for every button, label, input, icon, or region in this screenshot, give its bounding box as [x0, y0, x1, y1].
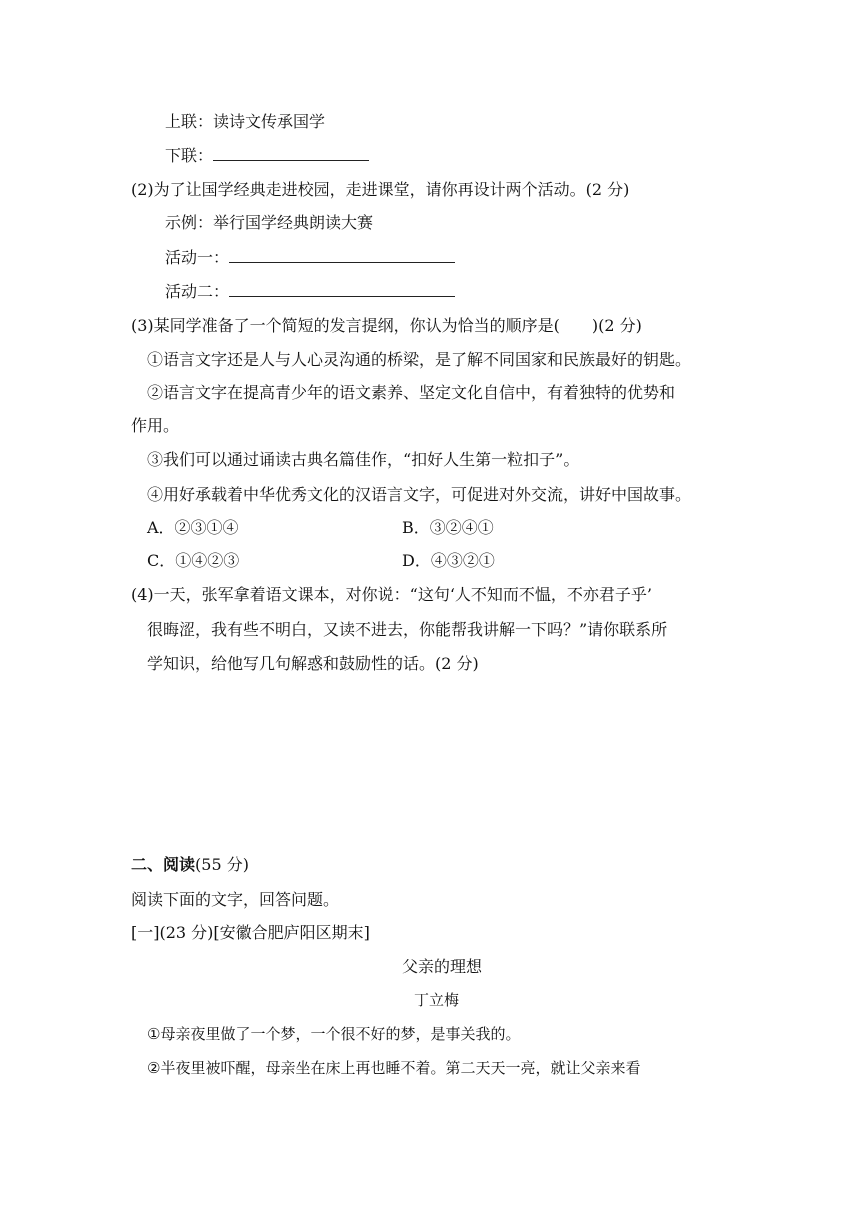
article-author: 丁立梅	[414, 991, 460, 1009]
q4-line: 很晦涩，我有些不明白，又读不进去，你能帮我讲解一下吗？”请你联系所	[147, 620, 668, 639]
q3-option-c[interactable]: C．①④②③	[147, 551, 240, 570]
q3-option-a[interactable]: A．②③①④	[147, 518, 239, 537]
couplet-lower	[165, 146, 369, 166]
article-title: 父亲的理想	[402, 957, 483, 976]
q2-example: 示例：举行国学经典朗读大赛	[165, 213, 374, 232]
section2-instruction: 阅读下面的文字，回答问题。	[131, 890, 340, 909]
q2-activity1	[165, 248, 455, 268]
section2-score: (55 分)	[195, 855, 249, 874]
q3-item: ④用好承载着中华优秀文化的汉语言文字，可促进对外交流，讲好中国故事。	[147, 485, 692, 504]
q3-option-b[interactable]: B．③②④①	[402, 518, 494, 537]
q4-line: (4)一天，张军拿着语文课本，对你说：“这句‘人不知而不愠，不亦君子乎’	[131, 585, 653, 604]
q3-prompt: (3)某同学准备了一个简短的发言提纲，你认为恰当的顺序是( )(2 分)	[131, 316, 642, 335]
q2-activity2	[165, 282, 455, 302]
activity1-blank[interactable]	[229, 248, 455, 263]
q3-item: ②语言文字在提高青少年的语文素养、坚定文化自信中，有着独特的优势和	[147, 383, 676, 402]
section2-heading-text: 二、阅读	[131, 855, 196, 874]
activity2-label: 活动二：	[165, 282, 230, 301]
article-paragraph: ②半夜里被吓醒，母亲坐在床上再也睡不着。第二天天一亮，就让父亲来看	[147, 1059, 641, 1077]
section2-part: [一](23 分)[安徽合肥庐阳区期末]	[131, 923, 370, 942]
couplet-upper: 上联：读诗文传承国学	[165, 112, 326, 131]
article-paragraph: ①母亲夜里做了一个梦，一个很不好的梦，是事关我的。	[147, 1025, 521, 1043]
couplet-lower-blank[interactable]	[213, 146, 369, 161]
q3-option-d[interactable]: D．④③②①	[402, 551, 495, 570]
q4-line: 学知识，给他写几句解惑和鼓励性的话。(2 分)	[147, 654, 479, 673]
section2-heading	[131, 855, 249, 875]
couplet-lower-label: 下联：	[165, 146, 214, 165]
q3-item: 作用。	[131, 416, 180, 435]
activity2-blank[interactable]	[229, 282, 455, 297]
q2-prompt: (2)为了让国学经典走进校园，走进课堂，请你再设计两个活动。(2 分)	[131, 180, 630, 199]
q3-item: ①语言文字还是人与人心灵沟通的桥梁，是了解不同国家和民族最好的钥匙。	[147, 350, 692, 369]
q3-item: ③我们可以通过诵读古典名篇佳作，“扣好人生第一粒扣子”。	[147, 450, 580, 469]
activity1-label: 活动一：	[165, 248, 230, 267]
